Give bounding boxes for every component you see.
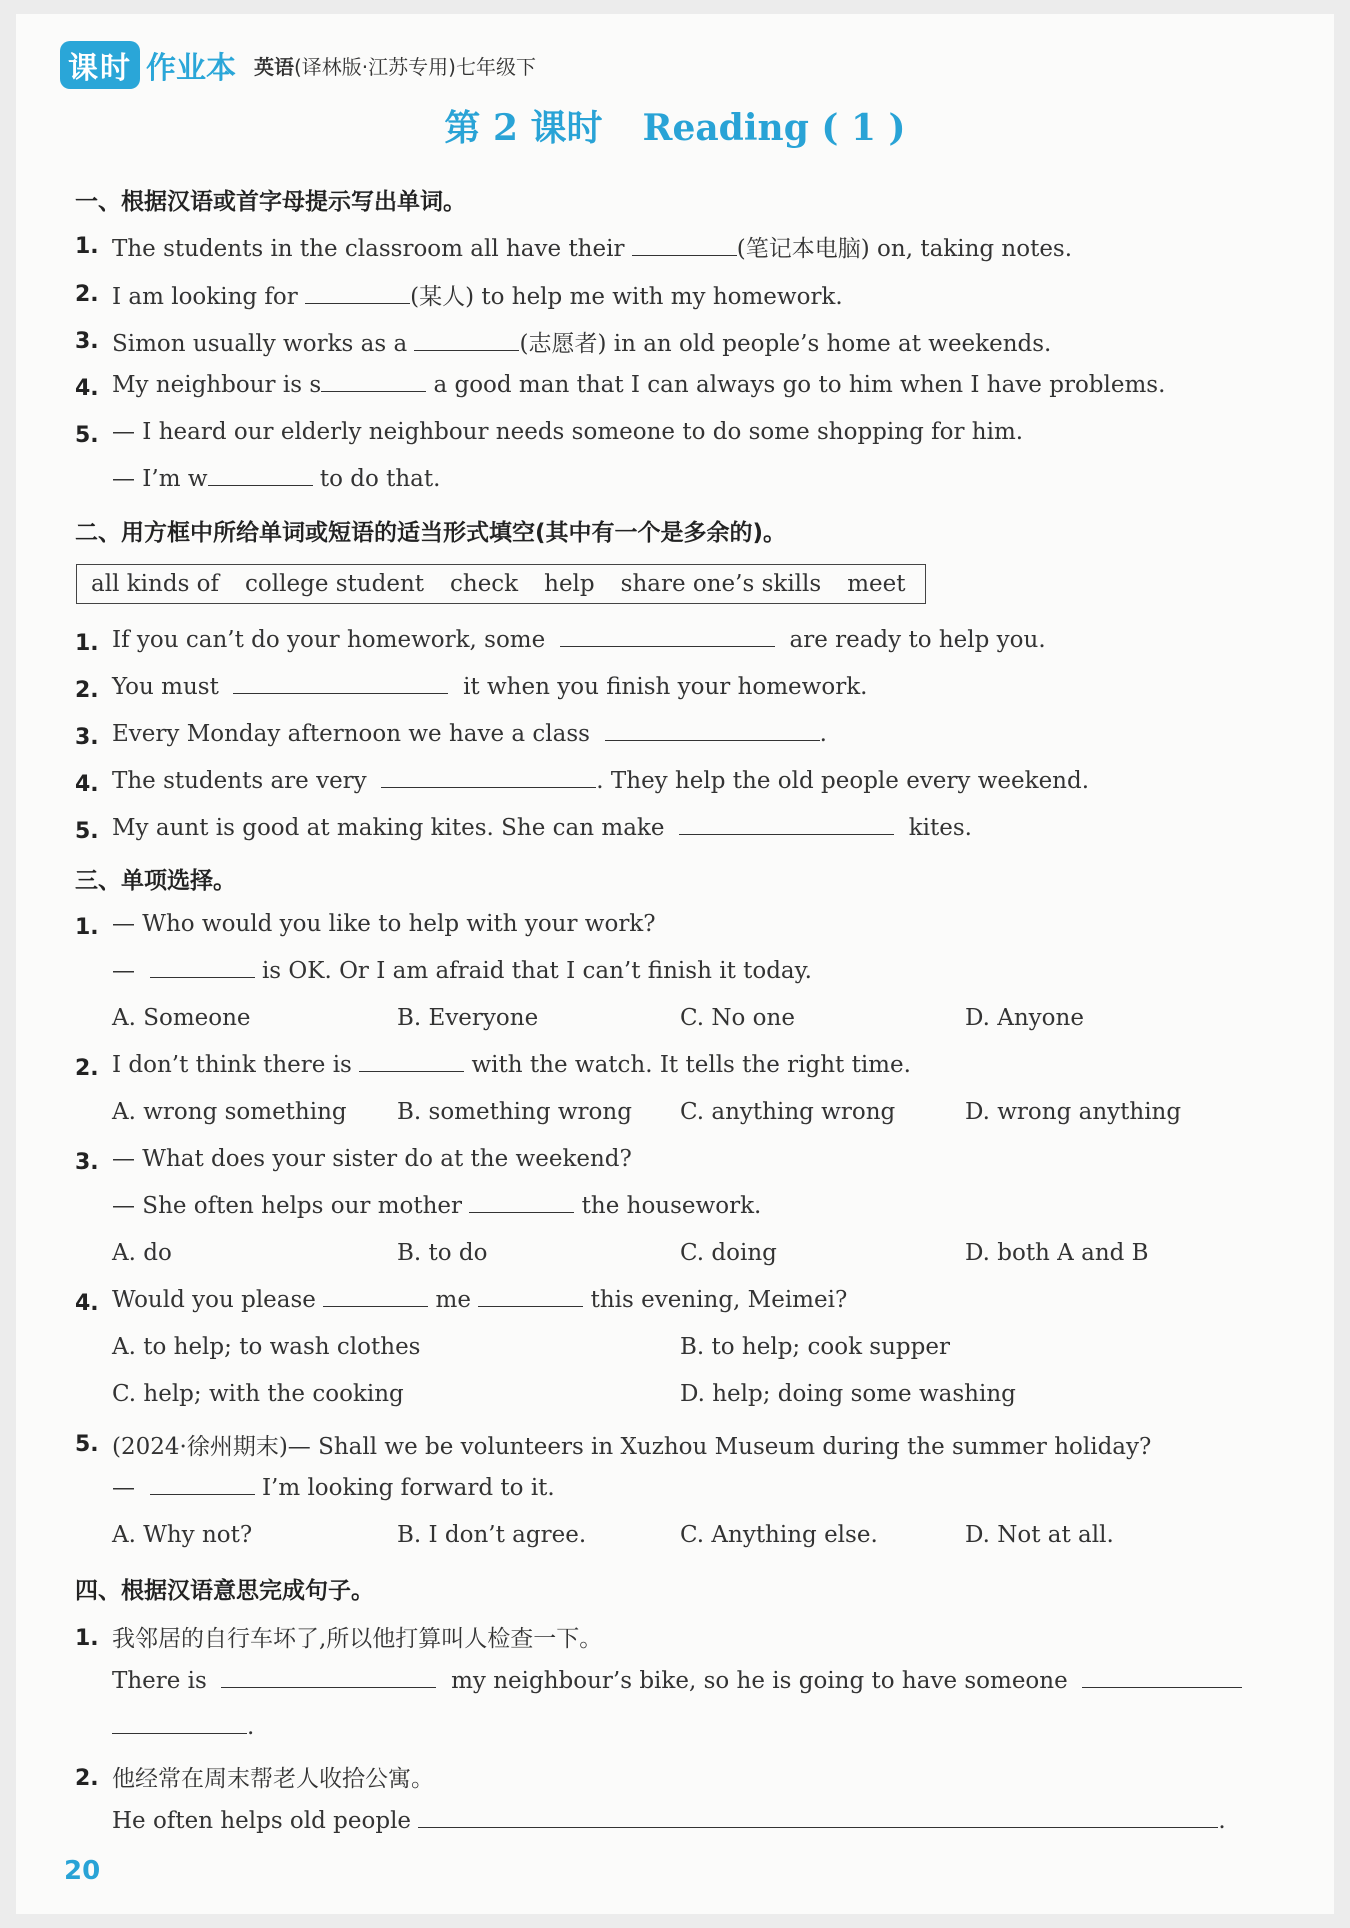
choice-b[interactable]: B. I don’t agree. <box>397 1522 587 1548</box>
s2-q2: You must it when you finish your homework. <box>112 674 868 700</box>
q-number: 4. <box>75 772 99 797</box>
choice-d[interactable]: D. wrong anything <box>965 1099 1182 1125</box>
s3-q5-reply: — I’m looking forward to it. <box>112 1475 555 1501</box>
choice-c[interactable]: C. Anything else. <box>680 1522 878 1548</box>
q-number: 1. <box>75 1626 99 1651</box>
choice-c[interactable]: C. No one <box>680 1005 795 1031</box>
answer-blank[interactable] <box>679 833 894 835</box>
s1-q5: — I heard our elderly neighbour needs someone to do some shopping for him. <box>112 419 1024 445</box>
section-3-heading: 三、单项选择。 <box>75 868 236 894</box>
q-number: 5. <box>75 423 99 448</box>
answer-blank[interactable] <box>478 1305 583 1307</box>
answer-blank[interactable] <box>469 1211 574 1213</box>
s2-q4: The students are very . They help the old people every weekend. <box>112 768 1090 794</box>
word-option: meet <box>847 571 906 597</box>
q-number: 1. <box>75 234 99 259</box>
answer-blank[interactable] <box>605 739 820 741</box>
s3-q5: (2024·徐州期末)— Shall we be volunteers in Xuzhou Museum during the summer holiday? <box>112 1434 1152 1460</box>
answer-blank[interactable] <box>305 302 410 304</box>
choice-a[interactable]: A. Someone <box>112 1005 251 1031</box>
choice-c[interactable]: C. doing <box>680 1240 777 1266</box>
s2-q3: Every Monday afternoon we have a class . <box>112 721 827 747</box>
choice-c[interactable]: C. help; with the cooking <box>112 1381 404 1407</box>
s3-q1-reply: — is OK. Or I am afraid that I can’t finish it today. <box>112 958 812 984</box>
word-box <box>76 564 926 604</box>
s3-q3: — What does your sister do at the weekend? <box>112 1146 632 1172</box>
s3-q2: I don’t think there is with the watch. It tells the right time. <box>112 1052 911 1078</box>
answer-blank[interactable] <box>233 692 448 694</box>
choice-a[interactable]: A. to help; to wash clothes <box>112 1334 421 1360</box>
q-number: 5. <box>75 819 99 844</box>
book-header <box>60 40 536 90</box>
answer-blank[interactable] <box>1082 1686 1242 1688</box>
answer-blank[interactable] <box>560 645 775 647</box>
word-option: check <box>450 571 519 597</box>
q-number: 4. <box>75 1291 99 1316</box>
answer-blank[interactable] <box>150 976 255 978</box>
choice-d[interactable]: D. help; doing some washing <box>680 1381 1016 1407</box>
s1-q2: I am looking for (某人) to help me with my homework. <box>112 284 843 310</box>
s4-q1-cont: . <box>112 1714 254 1740</box>
q-number: 5. <box>75 1432 99 1457</box>
s1-q4: My neighbour is s a good man that I can always go to him when I have problems. <box>112 372 1166 398</box>
q-number: 2. <box>75 678 99 703</box>
s4-q2-chinese: 他经常在周末帮老人收拾公寓。 <box>112 1766 434 1792</box>
s1-q1: The students in the classroom all have their (笔记本电脑) on, taking notes. <box>112 236 1073 262</box>
section-1-heading: 一、根据汉语或首字母提示写出单词。 <box>75 189 466 215</box>
word-option: all kinds of <box>91 571 220 597</box>
page-number: 20 <box>64 1856 101 1886</box>
choice-d[interactable]: D. both A and B <box>965 1240 1149 1266</box>
choice-b[interactable]: B. Everyone <box>397 1005 539 1031</box>
q-number: 1. <box>75 915 99 940</box>
q-number: 1. <box>75 631 99 656</box>
answer-blank[interactable] <box>381 786 596 788</box>
s1-q5-reply: — I’m w to do that. <box>112 466 441 492</box>
answer-blank[interactable] <box>150 1493 255 1495</box>
answer-blank[interactable] <box>321 390 426 392</box>
s4-q1-chinese: 我邻居的自行车坏了,所以他打算叫人检查一下。 <box>112 1626 603 1652</box>
answer-blank[interactable] <box>112 1732 247 1734</box>
q-number: 2. <box>75 282 99 307</box>
word-option: college student <box>245 571 424 597</box>
s3-q3-reply: — She often helps our mother the housework. <box>112 1193 762 1219</box>
s3-q4: Would you please me this evening, Meimei? <box>112 1287 848 1313</box>
section-2-heading: 二、用方框中所给单词或短语的适当形式填空(其中有一个是多余的)。 <box>75 520 787 546</box>
subject-label: 英语(译林版·江苏专用)七年级下 <box>254 54 536 79</box>
answer-blank[interactable] <box>418 1826 1218 1828</box>
q-number: 3. <box>75 1150 99 1175</box>
answer-blank[interactable] <box>359 1070 464 1072</box>
s3-q1: — Who would you like to help with your work? <box>112 911 656 937</box>
s2-q1: If you can’t do your homework, some are ready to help you. <box>112 627 1046 653</box>
q-number: 2. <box>75 1056 99 1081</box>
word-option: help <box>544 571 595 597</box>
q-number: 3. <box>75 329 99 354</box>
s2-q5: My aunt is good at making kites. She can make kites. <box>112 815 972 841</box>
choice-d[interactable]: D. Not at all. <box>965 1522 1114 1548</box>
choice-a[interactable]: A. do <box>112 1240 172 1266</box>
choice-b[interactable]: B. to help; cook supper <box>680 1334 950 1360</box>
lesson-title: 第 2 课时 Reading ( 1 ) <box>444 107 906 149</box>
answer-blank[interactable] <box>208 484 313 486</box>
choice-b[interactable]: B. something wrong <box>397 1099 632 1125</box>
choice-a[interactable]: A. wrong something <box>112 1099 347 1125</box>
s4-q2: He often helps old people . <box>112 1808 1226 1834</box>
choice-d[interactable]: D. Anyone <box>965 1005 1084 1031</box>
choice-a[interactable]: A. Why not? <box>112 1522 253 1548</box>
choice-c[interactable]: C. anything wrong <box>680 1099 896 1125</box>
q-number: 4. <box>75 376 99 401</box>
answer-blank[interactable] <box>221 1686 436 1688</box>
q-number: 3. <box>75 725 99 750</box>
logo-badge: 课时 <box>60 41 140 89</box>
answer-blank[interactable] <box>323 1305 428 1307</box>
logo-text: 作业本 <box>146 51 236 86</box>
s1-q3: Simon usually works as a (志愿者) in an old people’s home at weekends. <box>112 331 1052 357</box>
answer-blank[interactable] <box>414 349 519 351</box>
s4-q1: There is my neighbour’s bike, so he is going to have someone <box>112 1668 1242 1694</box>
q-number: 2. <box>75 1766 99 1791</box>
choice-b[interactable]: B. to do <box>397 1240 488 1266</box>
word-option: share one’s skills <box>620 571 822 597</box>
answer-blank[interactable] <box>632 254 737 256</box>
section-4-heading: 四、根据汉语意思完成句子。 <box>75 1578 374 1604</box>
